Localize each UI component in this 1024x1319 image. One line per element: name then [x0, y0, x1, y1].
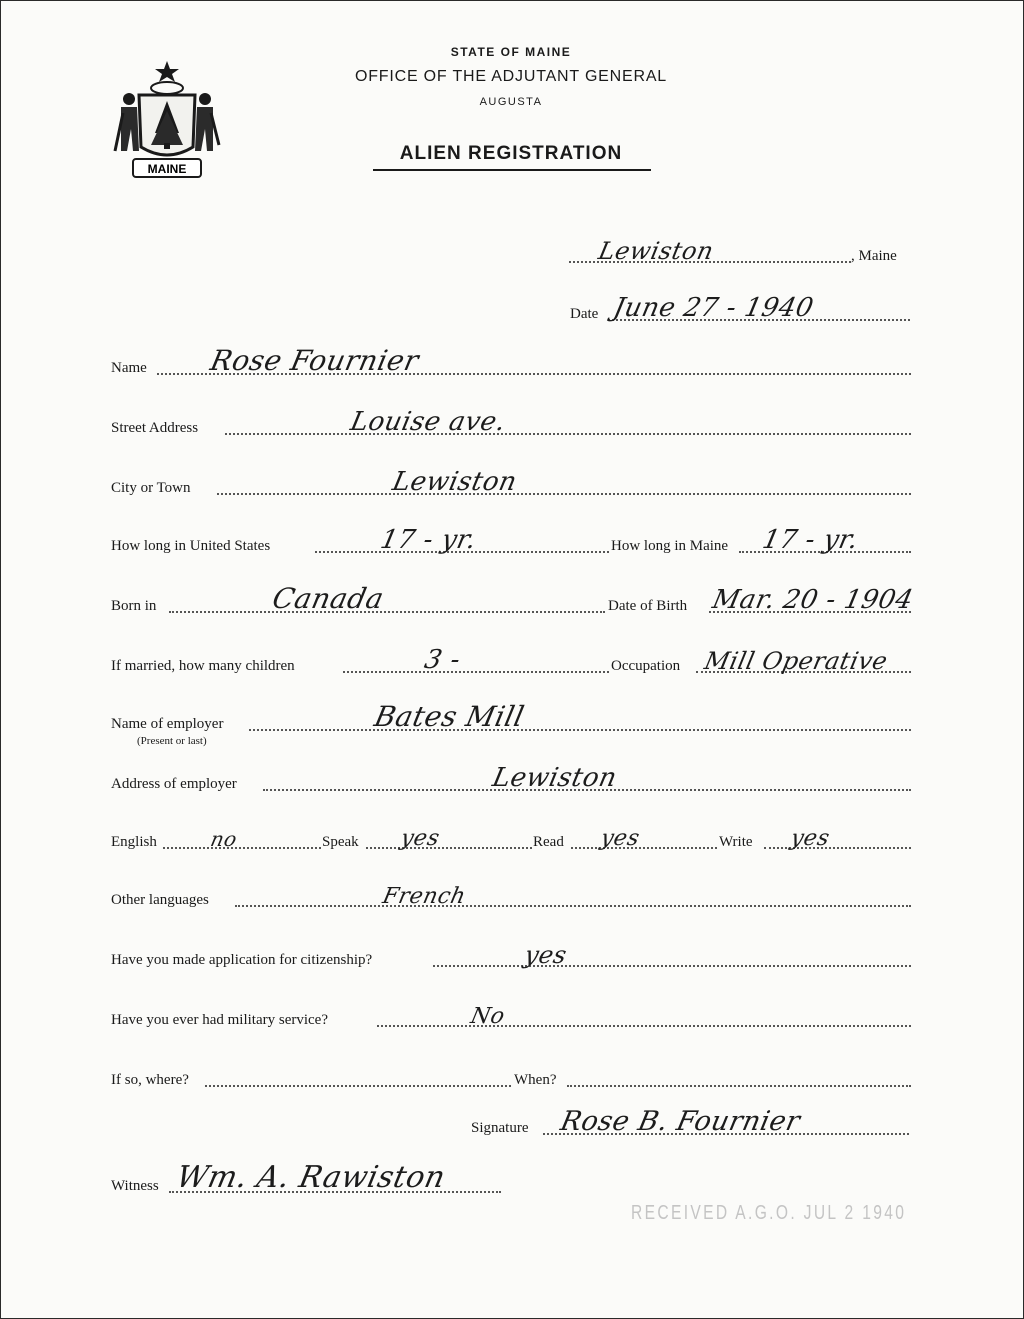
state-heading: STATE OF MAINE — [450, 45, 572, 59]
read-label: Read — [533, 834, 564, 850]
date-value: June 27 - 1940 — [610, 293, 817, 323]
employer-address-value: Lewiston — [489, 763, 620, 793]
english-row — [111, 825, 911, 853]
city-heading: AUGUSTA — [479, 96, 543, 108]
name-row — [111, 344, 911, 379]
office-heading: OFFICE OF THE ADJUTANT GENERAL — [354, 68, 668, 85]
employer-address-row — [111, 763, 911, 795]
street-row — [111, 407, 911, 439]
speak-value: yes — [398, 826, 442, 851]
english-label: English — [111, 834, 157, 850]
dob-value: Mar. 20 - 1904 — [709, 585, 916, 615]
born-in-value: Canada — [269, 582, 387, 615]
witness-label: Witness — [111, 1178, 159, 1194]
military-label: Have you ever had military service? — [111, 1012, 328, 1028]
citizenship-label: Have you made application for citizenship? — [111, 952, 373, 968]
received-stamp: RECEIVED A.G.O. JUL 2 1940 — [631, 1202, 907, 1224]
form-title: ALIEN REGISTRATION — [399, 143, 623, 164]
occupation-value: Mill Operative — [702, 647, 891, 675]
born-in-label: Born in — [111, 598, 157, 614]
where-label: If so, where? — [111, 1072, 189, 1088]
employer-address-label: Address of employer — [111, 776, 237, 792]
speak-label: Speak — [322, 834, 359, 850]
english-value: no — [208, 827, 240, 851]
write-label: Write — [719, 834, 753, 850]
name-value: Rose Fournier — [207, 344, 422, 377]
family-row — [111, 645, 911, 677]
city-label: City or Town — [111, 480, 191, 496]
place-suffix: , Maine — [851, 248, 897, 264]
maine-state-seal-icon — [109, 55, 225, 185]
date-row — [570, 293, 912, 325]
employer-label: Name of employer — [111, 716, 224, 732]
other-languages-value: French — [380, 884, 469, 909]
street-value: Louise ave. — [347, 407, 509, 437]
date-label: Date — [570, 306, 599, 322]
place-value: Lewiston — [596, 237, 717, 265]
us-years-label: How long in United States — [111, 538, 271, 554]
place-row — [569, 239, 914, 267]
dob-label: Date of Birth — [608, 598, 688, 614]
name-label: Name — [111, 360, 147, 376]
citizenship-row — [111, 943, 911, 971]
employer-value: Bates Mill — [371, 700, 528, 733]
write-value: yes — [788, 826, 832, 851]
occupation-label: Occupation — [611, 658, 681, 674]
where-when-row — [111, 1063, 911, 1091]
signature-label: Signature — [471, 1120, 529, 1136]
maine-years-value: 17 - yr. — [759, 525, 862, 555]
employer-sublabel: (Present or last) — [137, 735, 207, 747]
signature-value: Rose B. Fournier — [557, 1106, 804, 1137]
citizenship-value: yes — [522, 941, 570, 969]
residency-row — [111, 525, 911, 557]
employer-row — [111, 700, 911, 747]
us-years-value: 17 - yr. — [377, 525, 480, 555]
title-underline — [373, 169, 651, 171]
witness-row — [111, 1160, 503, 1197]
city-value: Lewiston — [389, 467, 520, 497]
signature-row — [471, 1106, 911, 1139]
maine-years-label: How long in Maine — [611, 538, 729, 554]
other-languages-label: Other languages — [111, 892, 209, 908]
seal-motto: MAINE — [147, 162, 187, 176]
birth-row — [111, 582, 916, 617]
other-languages-row — [111, 883, 911, 911]
military-value: No — [468, 1004, 508, 1029]
witness-value: Wm. A. Rawiston — [173, 1160, 449, 1195]
read-value: yes — [598, 826, 642, 851]
military-row — [111, 1003, 911, 1031]
when-label: When? — [514, 1072, 557, 1088]
children-value: 3 - — [421, 645, 464, 675]
street-label: Street Address — [111, 420, 199, 436]
children-label: If married, how many children — [111, 658, 295, 674]
city-row — [111, 467, 911, 499]
